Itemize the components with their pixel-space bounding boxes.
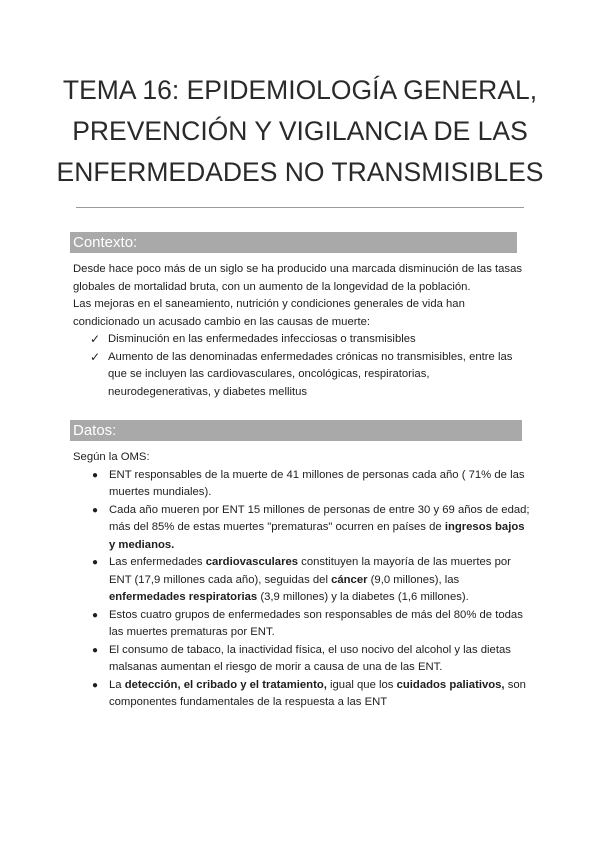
list-item-text: constituyen la mayoría de las muertes por ENT (17,9 millones cada año), seguidas del — [109, 556, 511, 586]
list-item-text: Estos cuatro grupos de enfermedades son responsables de más del 80% de todas las muertes prematuras por ENT. — [109, 608, 523, 638]
bold-text: cuidados paliativos, — [396, 678, 505, 691]
list-item-text: Disminución en las enfermedades infecciosas o transmisibles — [108, 333, 416, 345]
bold-text: cardiovasculares — [205, 556, 299, 568]
page-title — [40, 70, 560, 193]
section-heading-contexto: Contexto: — [70, 232, 517, 253]
list-item-text: (9,0 millones), las — [367, 573, 460, 586]
list-item-text: Cada año mueren por ENT 15 millones de personas de entre 30 y 69 años de edad; más del 85% de estas muertes "prematuras" ocurren en países de — [109, 503, 530, 533]
contexto-paragraph-1: Desde hace poco más de un siglo se ha producido una marcada disminución de las tasas globales de mortalidad bruta, con un aumento de la longevidad de la población. — [73, 263, 523, 293]
bullet-icon: ● — [92, 504, 99, 516]
list-item-text: (3,9 millones) y la diabetes (1,6 millones). — [257, 591, 469, 603]
bullet-icon: ● — [92, 609, 99, 621]
list-item-text: La — [109, 678, 125, 691]
list-item-text: igual que los — [326, 678, 397, 691]
bullet-icon: ● — [92, 644, 99, 656]
list-item — [73, 349, 533, 402]
bold-text: cáncer — [331, 573, 368, 586]
datos-body — [73, 449, 533, 712]
list-item — [73, 554, 533, 607]
list-item — [73, 331, 533, 349]
check-icon: ✓ — [90, 349, 101, 364]
list-item — [73, 467, 533, 502]
title-line-2: PREVENCIÓN Y VIGILANCIA DE LAS — [72, 116, 528, 146]
list-item — [73, 607, 533, 642]
list-item-text: Aumento de las denominadas enfermedades crónicas no transmisibles, entre las que se incluyen las cardiovasculares, oncológicas, respiratorias, neurodegenerativas, y diabetes mellitus — [108, 350, 513, 398]
bullet-icon: ● — [92, 679, 99, 691]
title-line-1: TEMA 16: EPIDEMIOLOGÍA GENERAL, — [62, 75, 538, 105]
datos-bullet-list — [73, 467, 533, 712]
contexto-body — [73, 261, 533, 401]
list-item-text: Las enfermedades — [109, 556, 206, 568]
check-icon: ✓ — [90, 332, 101, 346]
section-heading-datos: Datos: — [70, 420, 522, 441]
datos-intro: Según la OMS: — [73, 451, 150, 463]
contexto-check-list — [73, 331, 533, 401]
list-item — [73, 502, 533, 555]
bold-text: enfermedades respiratorias — [109, 591, 258, 603]
list-item-text: El consumo de tabaco, la inactividad física, el uso nocivo del alcohol y las dietas malsanas aumentan el riesgo de morir a causa de una de las ENT. — [109, 643, 511, 673]
title-line-3: ENFERMEDADES NO TRANSMISIBLES — [56, 157, 544, 187]
bold-text: ingresos bajos y medianos. — [109, 521, 525, 551]
bold-text: detección, el cribado y el tratamiento, — [124, 678, 327, 691]
list-item-text: ENT responsables de la muerte de 41 millones de personas cada año ( 71% de las muertes mundiales). — [109, 468, 525, 498]
bullet-icon: ● — [92, 469, 99, 481]
list-item — [73, 677, 533, 712]
contexto-paragraph-2: Las mejoras en el saneamiento, nutrición y condiciones generales de vida han condicionado un acusado cambio en las causas de muerte: — [73, 298, 465, 328]
list-item — [73, 642, 533, 677]
list-item-text: son componentes fundamentales de la respuesta a las ENT — [109, 678, 526, 708]
bullet-icon: ● — [92, 557, 99, 568]
title-divider — [76, 207, 524, 208]
